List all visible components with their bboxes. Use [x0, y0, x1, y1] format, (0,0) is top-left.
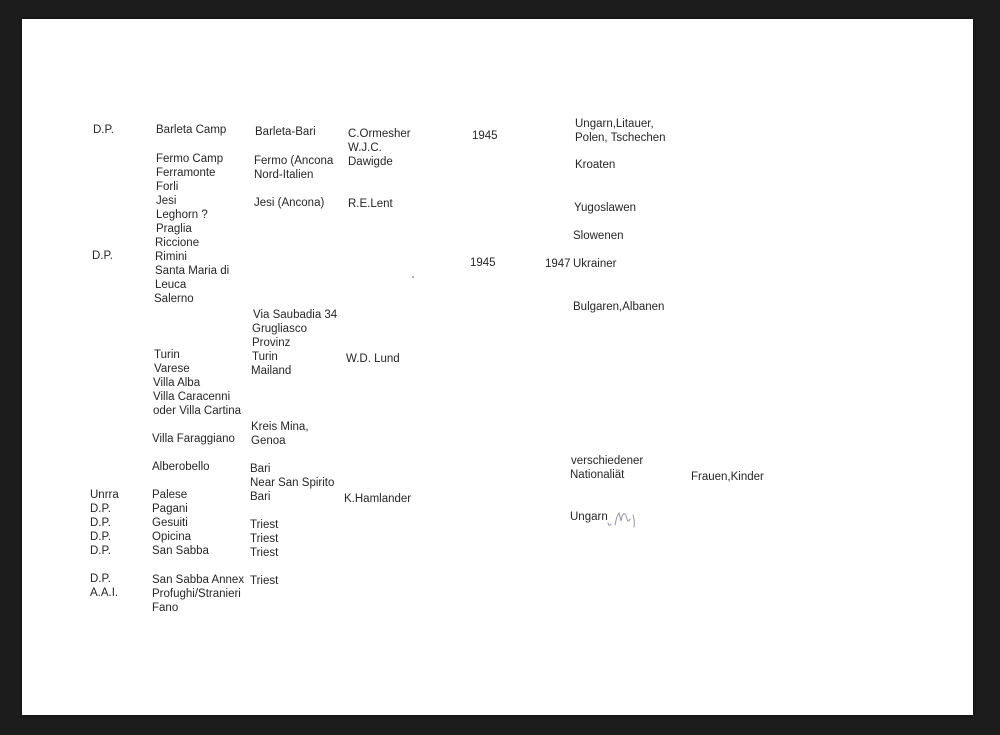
cell-location: Triest: [250, 547, 279, 559]
cell-location: Triest: [250, 575, 279, 587]
cell-camp: Fermo Camp: [156, 153, 224, 165]
cell-nationality: Ungarn: [570, 511, 608, 523]
cell-camp: Villa Alba: [153, 377, 201, 389]
cell-camp: Leuca: [155, 279, 187, 291]
cell-camp: Varese: [154, 363, 190, 375]
cell-camp: Fano: [152, 602, 179, 614]
cell-nationality: Slowenen: [573, 230, 624, 242]
cell-location: Turin: [252, 351, 278, 363]
cell-location: Mailand: [251, 365, 292, 377]
cell-officer: C.Ormesher: [348, 128, 411, 140]
cell-type: A.A.I.: [90, 587, 119, 599]
cell-location: Bari: [250, 491, 271, 503]
cell-location: Near San Spirito: [250, 477, 335, 489]
cell-location: Nord-Italien: [254, 169, 314, 181]
cell-type: D.P.: [90, 573, 111, 585]
cell-location: Genoa: [251, 435, 286, 447]
cell-nationality: Bulgaren,Albanen: [573, 301, 665, 313]
cell-camp: Barleta Camp: [156, 124, 227, 136]
cell-camp: San Sabba Annex: [152, 574, 245, 586]
cell-camp: Santa Maria di: [155, 265, 230, 277]
cell-camp: Pagani: [152, 503, 188, 515]
cell-nationality: Kroaten: [575, 159, 616, 171]
cell-officer: Dawigde: [348, 156, 393, 168]
cell-camp: San Sabba: [152, 545, 209, 557]
cell-camp: Jesi: [156, 195, 177, 207]
cell-location: Fermo (Ancona: [254, 155, 334, 167]
cell-officer: K.Hamlander: [344, 493, 412, 505]
cell-location: Triest: [250, 533, 279, 545]
cell-camp: Rimini: [155, 251, 187, 263]
cell-location: Barleta-Bari: [255, 126, 316, 138]
cell-officer: W.J.C.: [348, 142, 382, 154]
cell-camp: Alberobello: [152, 461, 210, 473]
cell-year: 1945: [470, 257, 496, 269]
cell-location: Via Saubadia 34: [253, 309, 338, 321]
cell-type: D.P.: [93, 124, 114, 136]
cell-nationality: Ungarn,Litauer,: [575, 118, 654, 130]
cell-type: D.P.: [90, 503, 111, 515]
cell-location: Bari: [250, 463, 271, 475]
cell-type: D.P.: [92, 250, 113, 262]
cell-camp: oder Villa Cartina: [153, 405, 242, 417]
cell-camp: Praglia: [156, 223, 192, 235]
cell-year-end: 1947: [545, 258, 571, 270]
cell-year: 1945: [472, 130, 498, 142]
cell-camp: Turin: [154, 349, 180, 361]
cell-type: D.P.: [90, 545, 111, 557]
cell-type: D.P.: [90, 531, 111, 543]
cell-camp: Villa Caracenni: [153, 391, 231, 403]
cell-nationality: Nationaliät: [570, 469, 625, 481]
cell-camp: Leghorn ?: [156, 209, 208, 221]
cell-camp: Forli: [156, 181, 179, 193]
cell-camp: Profughi/Stranieri: [152, 588, 241, 600]
cell-nationality: verschiedener: [571, 455, 644, 467]
cell-nationality: Ukrainer: [573, 258, 617, 270]
cell-location: Provinz: [252, 337, 291, 349]
cell-camp: Riccione: [155, 237, 200, 249]
cell-officer: W.D. Lund: [346, 353, 400, 365]
cell-camp: Opicina: [152, 531, 191, 543]
cell-type: Unrra: [90, 489, 119, 501]
pencil-mark-icon: [606, 507, 642, 531]
cell-camp: Gesuiti: [152, 517, 188, 529]
cell-camp: Villa Faraggiano: [152, 433, 235, 445]
speck: [412, 276, 414, 278]
cell-note: Frauen,Kinder: [691, 471, 764, 483]
cell-camp: Salerno: [154, 293, 194, 305]
cell-location: Jesi (Ancona): [254, 197, 325, 209]
cell-location: Triest: [250, 519, 279, 531]
cell-nationality: Yugoslawen: [574, 202, 637, 214]
cell-location: Kreis Mina,: [251, 421, 309, 433]
cell-nationality: Polen, Tschechen: [575, 132, 666, 144]
cell-type: D.P.: [90, 517, 111, 529]
cell-camp: Ferramonte: [156, 167, 216, 179]
cell-location: Grugliasco: [252, 323, 307, 335]
cell-officer: R.E.Lent: [348, 198, 393, 210]
cell-camp: Palese: [152, 489, 188, 501]
